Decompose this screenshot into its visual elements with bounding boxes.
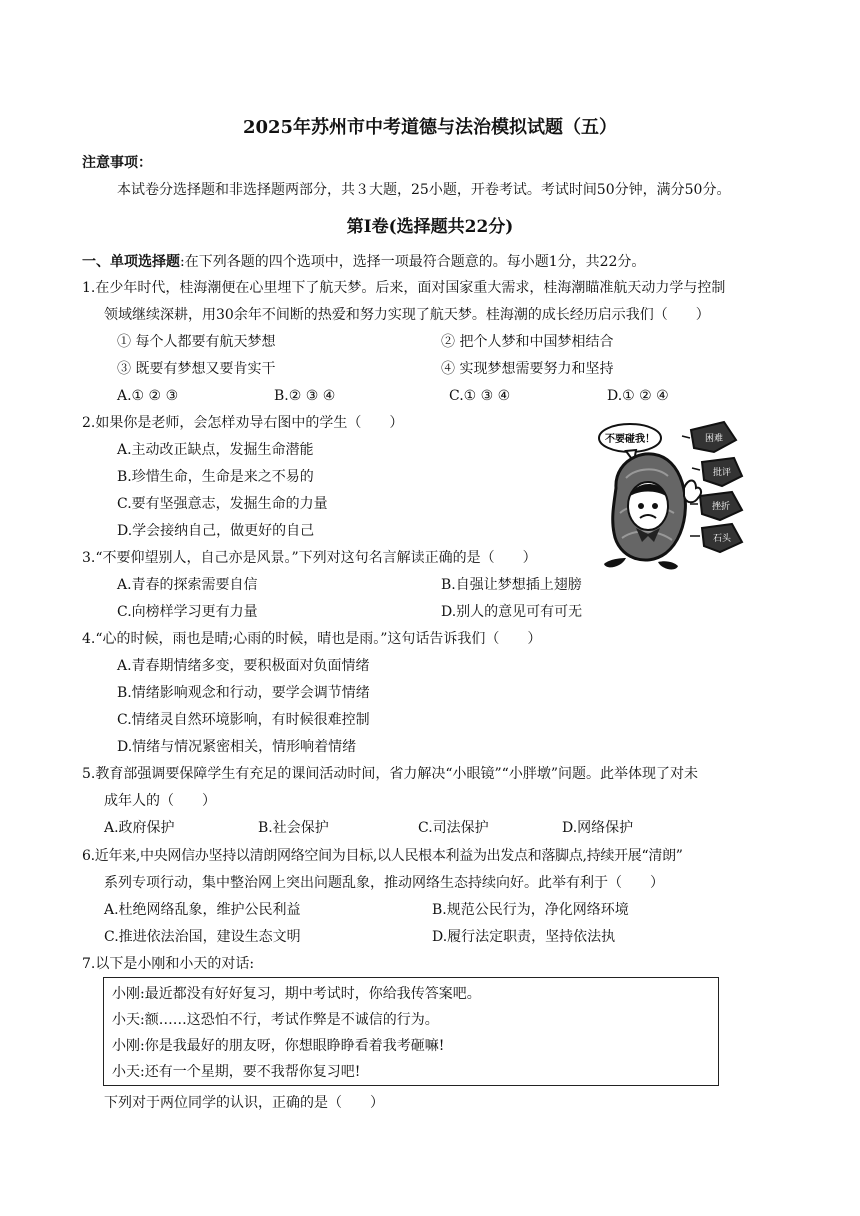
q2-option-d: D.学会接纳自己，做更好的自己 (117, 523, 315, 539)
q2-option-b: B.珍惜生命，生命是来之不易的 (117, 469, 314, 485)
notice-heading: 注意事项： (82, 155, 152, 171)
q1-stem-line1: 1.在少年时代，桂海潮便在心里埋下了航天梦。后来，面对国家重大需求，桂海潮瞄准航天动力学与控制 (82, 280, 726, 296)
q1-item-4: ④ 实现梦想需要努力和坚持 (441, 361, 614, 377)
stone-difficulty (691, 422, 736, 452)
stone-label-1: 困难 (704, 434, 724, 444)
student-cartoon-illustration (596, 418, 746, 578)
section-instruction (82, 252, 645, 272)
stone-setback (700, 492, 742, 520)
dialog-line-4: 小天:还有一个星期，要不我帮你复习吧! (112, 1064, 361, 1080)
q5-stem-line1: 5.教育部强调要保障学生有充足的课间活动时间，省力解决“小眼镜”“小胖墩”问题。此举体现了对未 (82, 766, 698, 782)
exam-title: 2025年苏州市中考道德与法治模拟试题（五） (242, 117, 618, 138)
instruction-label: 一、单项选择题 (82, 254, 180, 270)
q1-option-d: D.① ② ④ (607, 388, 669, 404)
q6-option-d: D.履行法定职责，坚持依法执 (432, 929, 616, 945)
q2-stem: 2.如果你是老师，会怎样劝导右图中的学生（ ） (82, 415, 404, 431)
section-title: 第Ⅰ卷(选择题共22分) (346, 217, 514, 237)
q6-option-b: B.规范公民行为，净化网络环境 (432, 902, 629, 918)
notice-text: 本试卷分选择题和非选择题两部分，共３大题，25小题，开卷考试。考试时间50分钟，满分50分。 (117, 182, 731, 198)
q3-stem: 3.“不要仰望别人，自己亦是风景。”下列对这句名言解读正确的是（ ） (82, 550, 537, 566)
q1-option-a: A.① ② ③ (117, 388, 179, 404)
dialog-line-1: 小刚:最近都没有好好复习，期中考试时，你给我传答案吧。 (112, 986, 481, 1002)
q5-option-a: A.政府保护 (104, 820, 175, 836)
q5-option-d: D.网络保护 (562, 820, 634, 836)
q4-option-c: C.情绪灵自然环境影响，有时候很难控制 (117, 712, 370, 728)
stone-rock (702, 524, 742, 552)
q5-option-c: C.司法保护 (418, 820, 489, 836)
dialog-line-2: 小天:额……这恐怕不行，考试作弊是不诚信的行为。 (112, 1012, 439, 1028)
q6-option-a: A.杜绝网络乱象，维护公民利益 (104, 902, 301, 918)
stone-label-3: 挫折 (711, 502, 731, 512)
q4-option-b: B.情绪影响观念和行动，要学会调节情绪 (117, 685, 370, 701)
instruction-text: :在下列各题的四个选项中，选择一项最符合题意的。每小题1分，共22分。 (180, 254, 646, 270)
stone-label-2: 批评 (712, 468, 732, 478)
q4-option-a: A.青春期情绪多变，要积极面对负面情绪 (117, 658, 370, 674)
stone-criticism (702, 458, 742, 486)
q1-item-2: ② 把个人梦和中国梦相结合 (441, 334, 614, 350)
stone-label-4: 石头 (712, 534, 732, 544)
q1-option-c: C.① ③ ④ (449, 388, 511, 404)
egg-shell (604, 454, 701, 570)
q5-stem-line2: 成年人的（ ） (104, 793, 216, 809)
q4-stem: 4.“心的时候，雨也是晴;心雨的时候，晴也是雨。”这句话告诉我们（ ） (82, 631, 542, 647)
q2-option-c: C.要有坚强意志，发掘生命的力量 (117, 496, 328, 512)
q1-item-3: ③ 既要有梦想又要肯实干 (117, 361, 276, 377)
q6-stem-line1: 6.近年来,中央网信办坚持以清朗网络空间为目标,以人民根本利益为出发点和落脚点,持续开展“清朗” (82, 848, 683, 864)
dialog-line-3: 小刚:你是我最好的朋友呀，你想眼睁睁看着我考砸嘛! (112, 1038, 445, 1054)
q7-stem: 7.以下是小刚和小天的对话: (82, 956, 255, 972)
q7-question: 下列对于两位同学的认识，正确的是（ ） (104, 1095, 384, 1111)
q3-option-c: C.向榜样学习更有力量 (117, 604, 258, 620)
q3-option-b: B.自强让梦想插上翅膀 (441, 577, 582, 593)
q3-option-a: A.青春的探索需要自信 (117, 577, 258, 593)
q1-item-1: ① 每个人都要有航天梦想 (117, 334, 276, 350)
q2-option-a: A.主动改正缺点，发掘生命潜能 (117, 442, 314, 458)
q6-option-c: C.推进依法治国，建设生态文明 (104, 929, 301, 945)
q6-stem-line2: 系列专项行动，集中整治网上突出问题乱象，推动网络生态持续向好。此举有利于（ ） (104, 875, 664, 891)
q3-option-d: D.别人的意见可有可无 (441, 604, 583, 620)
q1-option-b: B.② ③ ④ (274, 388, 336, 404)
q4-option-d: D.情绪与情况紧密相关，情形响着情绪 (117, 739, 357, 755)
q1-stem-line2: 领域继续深耕，用30余年不间断的热爱和努力实现了航天梦。桂海潮的成长经历启示我们（ ） (104, 307, 710, 323)
q5-option-b: B.社会保护 (258, 820, 329, 836)
dialog-box (103, 977, 719, 1086)
bubble-text: 不要碰我！ (605, 434, 655, 445)
